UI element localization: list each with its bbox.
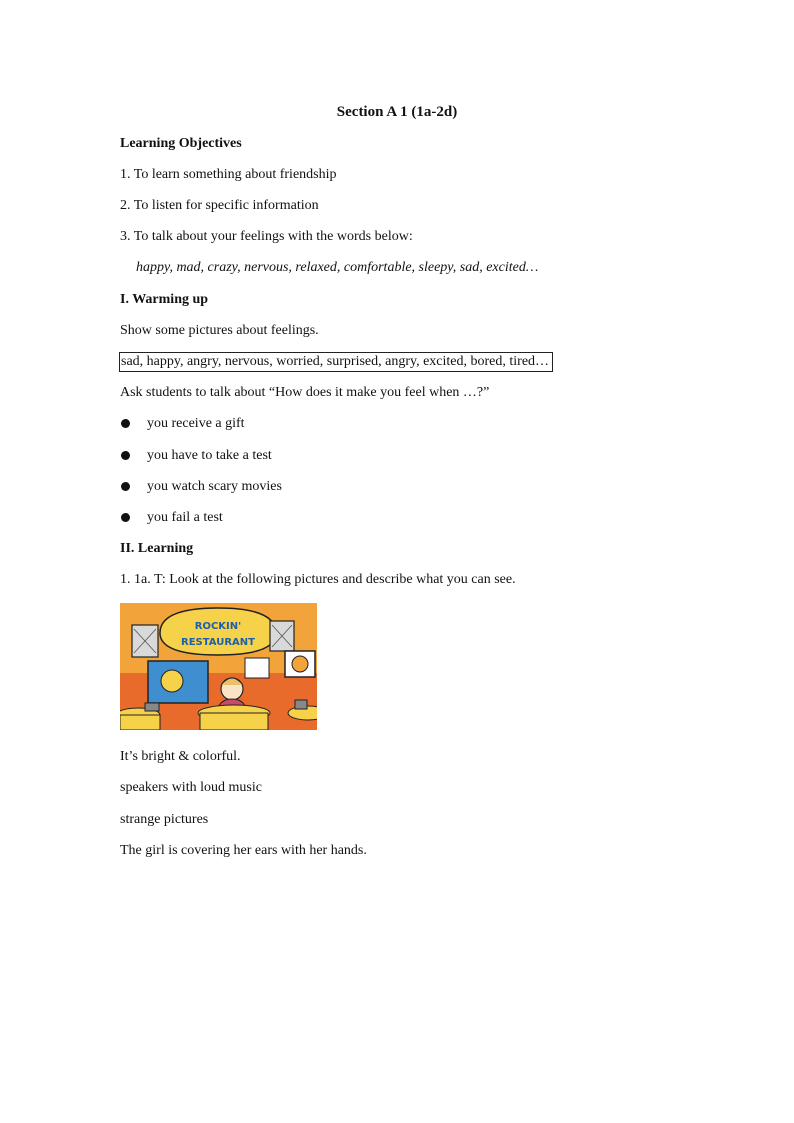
svg-text:RESTAURANT: RESTAURANT — [181, 637, 255, 648]
objectives-heading: Learning Objectives — [120, 136, 242, 151]
learning-task: 1. 1a. T: Look at the following pictures and describe what you can see. — [120, 572, 516, 587]
objective-item: 1. To learn something about friendship — [120, 167, 337, 182]
objective-item: 2. To listen for specific information — [120, 198, 319, 213]
svg-text:ROCKIN': ROCKIN' — [194, 621, 242, 632]
restaurant-illustration — [120, 603, 317, 730]
bullet-icon — [121, 451, 130, 460]
bullet-item: you have to take a test — [147, 448, 272, 463]
bullet-item: you fail a test — [147, 510, 223, 525]
observation-line: It’s bright & colorful. — [120, 749, 241, 764]
observation-line: speakers with loud music — [120, 780, 262, 795]
objective-item: 3. To talk about your feelings with the words below: — [120, 229, 413, 244]
page-title: Section A 1 (1a-2d) — [336, 104, 458, 120]
learning-heading: II. Learning — [120, 541, 194, 556]
ask-students-text: Ask students to talk about “How does it make you feel when …?” — [120, 385, 490, 400]
bullet-icon — [121, 419, 130, 428]
bullet-item: you watch scary movies — [147, 479, 282, 494]
bullet-icon — [121, 482, 130, 491]
observation-line: strange pictures — [120, 812, 209, 827]
bullet-icon — [121, 513, 130, 522]
feeling-word-box: sad, happy, angry, nervous, worried, surprised, angry, excited, bored, tired… — [119, 352, 553, 372]
bullet-item: you receive a gift — [147, 416, 245, 431]
warming-up-intro: Show some pictures about feelings. — [120, 323, 319, 338]
warming-up-heading: I. Warming up — [120, 292, 209, 307]
feeling-words: happy, mad, crazy, nervous, relaxed, comfortable, sleepy, sad, excited… — [136, 260, 539, 275]
observation-line: The girl is covering her ears with her hands. — [120, 843, 367, 858]
